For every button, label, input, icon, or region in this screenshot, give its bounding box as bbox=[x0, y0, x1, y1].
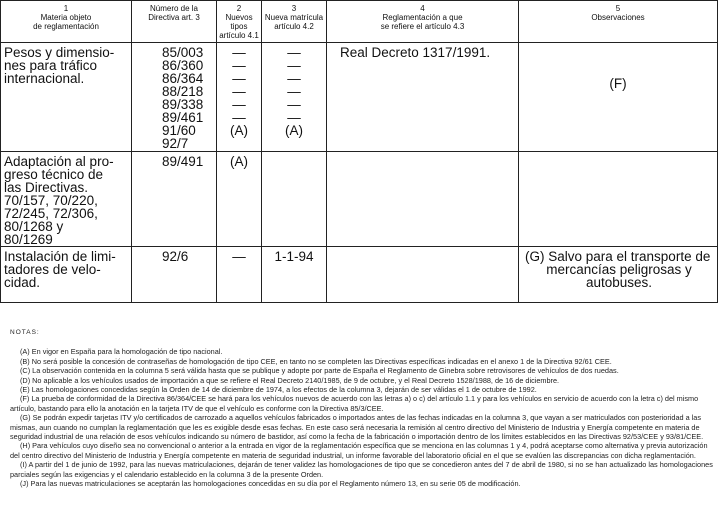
table-header-row bbox=[1, 1, 718, 43]
cell-directivas: 92/6 bbox=[132, 247, 217, 303]
cell-reglamentacion bbox=[327, 152, 519, 247]
table-row bbox=[1, 152, 718, 247]
header-materia: 1 Materia objeto de reglamentación bbox=[1, 1, 132, 43]
cell-nuevos-tipos: — bbox=[217, 247, 262, 303]
cell-directivas: 89/491 bbox=[132, 152, 217, 247]
cell-nuevos-tipos: — — — — — — (A) bbox=[217, 43, 262, 152]
cell-observaciones bbox=[519, 152, 718, 247]
table-row bbox=[1, 247, 718, 303]
note-item: (A) En vigor en España para la homologación de tipo nacional. bbox=[20, 347, 223, 357]
cell-nueva-matricula: — — — — — — (A) bbox=[262, 43, 327, 152]
note-item: (C) La observación contenida en la columna 5 será válida hasta que se publique y adopte por parte de España el Reglamento de Ginebra sobre retrovisores de vehículos de dos ruedas. bbox=[20, 366, 619, 376]
cell-observaciones: (F) bbox=[519, 43, 718, 152]
cell-reglamentacion: Real Decreto 1317/1991. bbox=[327, 43, 519, 152]
cell-materia: Adaptación al pro- greso técnico de las Directivas. 70/157, 70/220, 72/245, 72/306, 80/1268 y 80/1269 bbox=[1, 152, 132, 247]
cell-nueva-matricula bbox=[262, 152, 327, 247]
notes-section bbox=[10, 328, 713, 489]
cell-nuevos-tipos: (A) bbox=[217, 152, 262, 247]
header-directiva: Número de la Directiva art. 3 bbox=[132, 1, 217, 43]
note-item: (D) No aplicable a los vehículos usados de importación a que se refiere el Real Decreto 2140/1985, de 9 de octubre, y el Real Decreto 1528/1988, de 16 de diciembre. bbox=[20, 375, 560, 385]
table-row bbox=[1, 43, 718, 152]
cell-materia: Pesos y dimensio- nes para tráfico internacional. bbox=[1, 43, 132, 152]
cell-observaciones: (G) Salvo para el transporte de mercancías peligrosas y autobuses. bbox=[519, 247, 718, 303]
header-observaciones: 5 Observaciones bbox=[519, 1, 718, 43]
note-item: (H) Para vehículos cuyo diseño sea no convencional o anterior a la entrada en vigor de la reglamentación específica que se menciona en las columnas 1 y 4, podrá aceptarse como alternativa y previa autorización del centro directivo del Ministerio de Industria y Energía competente en materia de seguridad industrial, un informe favorable del laboratorio oficial en el que se evalúen las discrepancias con dicha reglamentación. bbox=[10, 441, 708, 460]
cell-nueva-matricula: 1-1-94 bbox=[262, 247, 327, 303]
header-nuevos-tipos: 2 Nuevos tipos artículo 4.1 bbox=[217, 1, 262, 43]
note-item: (J) Para las nuevas matriculaciones se aceptarán las homologaciones concedidas en su día por el Reglamento número 13, en su serie 05 de modificación. bbox=[20, 479, 521, 489]
header-nueva-matricula: 3 Nueva matrícula artículo 4.2 bbox=[262, 1, 327, 43]
cell-directivas: 85/003 86/360 86/364 88/218 89/338 89/461 91/60 92/7 bbox=[132, 43, 217, 152]
note-item: (E) Las homologaciones concedidas según la Orden de 14 de diciembre de 1974, a los efectos de la columna 3, dejarán de ser válidas el 1 de octubre de 1992. bbox=[20, 385, 537, 395]
note-item: (I) A partir del 1 de junio de 1992, para las nuevas matriculaciones, dejarán de tener validez las homologaciones de tipo que se concedieron antes del 7 de abril de 1980, si no se han actualizado las homologaciones parciales según las exigencias y el calendario establecido en la columna 3 de la presente Orden. bbox=[10, 460, 713, 479]
cell-reglamentacion bbox=[327, 247, 519, 303]
note-item: (B) No será posible la concesión de contraseñas de homologación de tipo CEE, en tanto no se completen las Directivas específicas indicadas en el anexo 1 de la Directiva 92/61 CEE. bbox=[20, 356, 612, 366]
cell-materia: Instalación de limi- tadores de velo- cidad. bbox=[1, 247, 132, 303]
header-reglamentacion: 4 Reglamentación a que se refiere el artículo 4.3 bbox=[327, 1, 519, 43]
note-item: (G) Se podrán expedir tarjetas ITV y/o certificados de carrozado a aquellos vehículos fabricados o importados antes de las fechas indicadas en la columna 3, que vayan a ser matriculados con posterioridad a las mismas, aun cuando no cumplan la reglamentación que les es exigible desde esas fechas. En este caso será necesaria la remisión al centro directivo del Ministerio de Industria y Energía competente en materia de seguridad industrial de una relación de esos vehículos indicando su número de bastidor, así como la fecha de la fabricación o importación dentro de los límites establecidos en las Directivas 92/53/CEE y 93/81/CEE. bbox=[10, 413, 704, 442]
note-item: (F) La prueba de conformidad de la Directiva 86/364/CEE se hará para los vehículos nuevos de acuerdo con las letras a) o c) del artículo 1.1 y para los vehículos en servicio de acuerdo con la letra c) del mismo artículo, bastando para ello la anotación en la tarjeta ITV de que el vehículo es conforme con la Directiva 85/3/CEE. bbox=[10, 394, 699, 413]
notes-title: NOTAS: bbox=[10, 329, 40, 336]
